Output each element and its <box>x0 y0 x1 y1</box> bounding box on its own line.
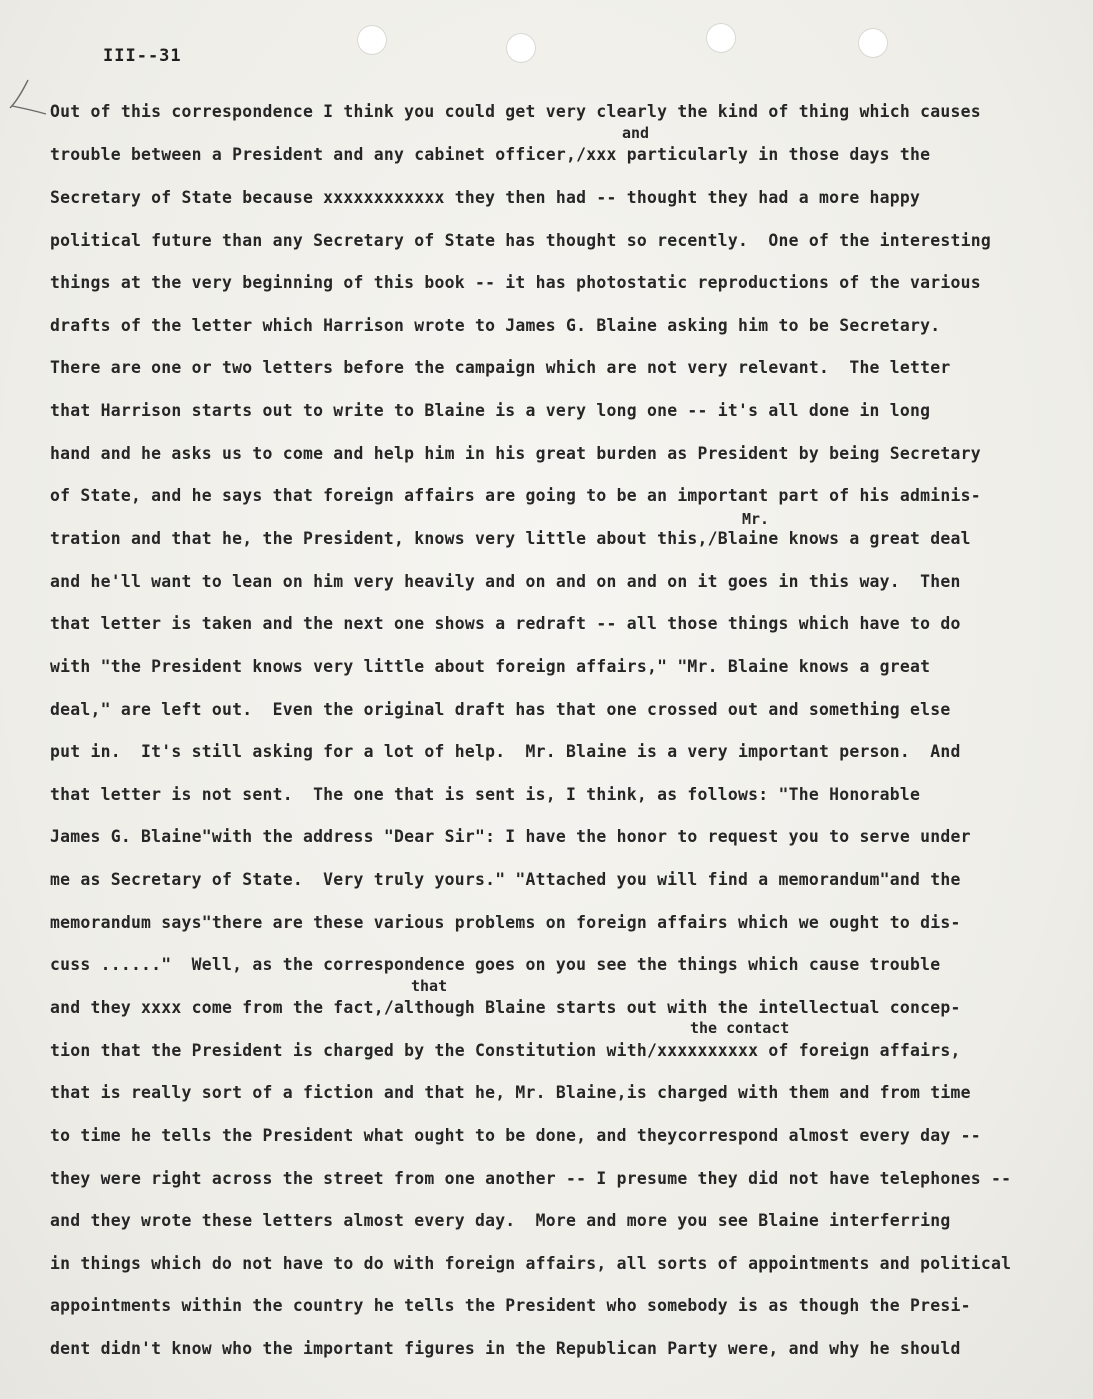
text-line: dent didn't know who the important figures in the Republican Party were, and why he should <box>50 1339 961 1358</box>
text-line: and they wrote these letters almost every day. More and more you see Blaine interferring <box>50 1211 951 1230</box>
text-line: James G. Blaine"with the address "Dear Sir": I have the honor to request you to serve under <box>50 827 971 846</box>
punch-hole <box>706 23 736 53</box>
handwritten-check-mark <box>6 78 54 126</box>
text-line: political future than any Secretary of State has thought so recently. One of the interesting <box>50 231 991 250</box>
text-line: hand and he asks us to come and help him in his great burden as President by being Secretary <box>50 444 981 463</box>
text-line: that letter is not sent. The one that is sent is, I think, as follows: "The Honorable <box>50 785 921 804</box>
text-line: me as Secretary of State. Very truly yours." "Attached you will find a memorandum"and the <box>50 870 961 889</box>
insertion: Mr. <box>742 510 770 528</box>
text-line: put in. It's still asking for a lot of help. Mr. Blaine is a very important person. And <box>50 742 961 761</box>
text-line: Out of this correspondence I think you could get very clearly the kind of thing which causes <box>50 102 981 121</box>
text-line: with "the President knows very little about foreign affairs," "Mr. Blaine knows a great <box>50 657 931 676</box>
text-line: that letter is taken and the next one shows a redraft -- all those things which have to do <box>50 614 961 633</box>
text-line: to time he tells the President what ought to be done, and theycorrespond almost every day -- <box>50 1126 981 1145</box>
text-line: drafts of the letter which Harrison wrote to James G. Blaine asking him to be Secretary. <box>50 316 941 335</box>
text-line: tion that the President is charged by the Constitution with/xxxxxxxxxx of foreign affairs, <box>50 1041 961 1060</box>
text-line: in things which do not have to do with foreign affairs, all sorts of appointments and political <box>50 1254 1012 1273</box>
text-line: things at the very beginning of this book -- it has photostatic reproductions of the various <box>50 273 981 292</box>
text-line: appointments within the country he tells the President who somebody is as though the Presi- <box>50 1296 971 1315</box>
punch-hole <box>506 33 536 63</box>
page-number: III--31 <box>103 46 182 66</box>
text-line: memorandum says"there are these various problems on foreign affairs which we ought to dis- <box>50 913 961 932</box>
text-line: cuss ......" Well, as the correspondence goes on you see the things which cause trouble <box>50 955 941 974</box>
text-line: trouble between a President and any cabinet officer,/xxx particularly in those days the <box>50 145 931 164</box>
text-line: Secretary of State because xxxxxxxxxxxx they then had -- thought they had a more happy <box>50 188 921 207</box>
text-line: tration and that he, the President, knows very little about this,/Blaine knows a great deal <box>50 529 971 548</box>
insertion: that <box>411 977 448 995</box>
text-line: they were right across the street from one another -- I presume they did not have telephones -- <box>50 1169 1012 1188</box>
text-line: There are one or two letters before the campaign which are not very relevant. The letter <box>50 358 951 377</box>
insertion: and <box>622 124 650 142</box>
insertion: the contact <box>690 1019 790 1037</box>
text-line: and they xxxx come from the fact,/although Blaine starts out with the intellectual concep- <box>50 998 961 1017</box>
punch-hole <box>858 28 888 58</box>
text-line: that Harrison starts out to write to Blaine is a very long one -- it's all done in long <box>50 401 931 420</box>
text-line: deal," are left out. Even the original draft has that one crossed out and something else <box>50 700 951 719</box>
text-line: and he'll want to lean on him very heavily and on and on and on it goes in this way. Then <box>50 572 961 591</box>
punch-hole <box>357 25 387 55</box>
text-line: of State, and he says that foreign affairs are going to be an important part of his adminis- <box>50 486 981 505</box>
text-line: that is really sort of a fiction and that he, Mr. Blaine,is charged with them and from time <box>50 1083 971 1102</box>
